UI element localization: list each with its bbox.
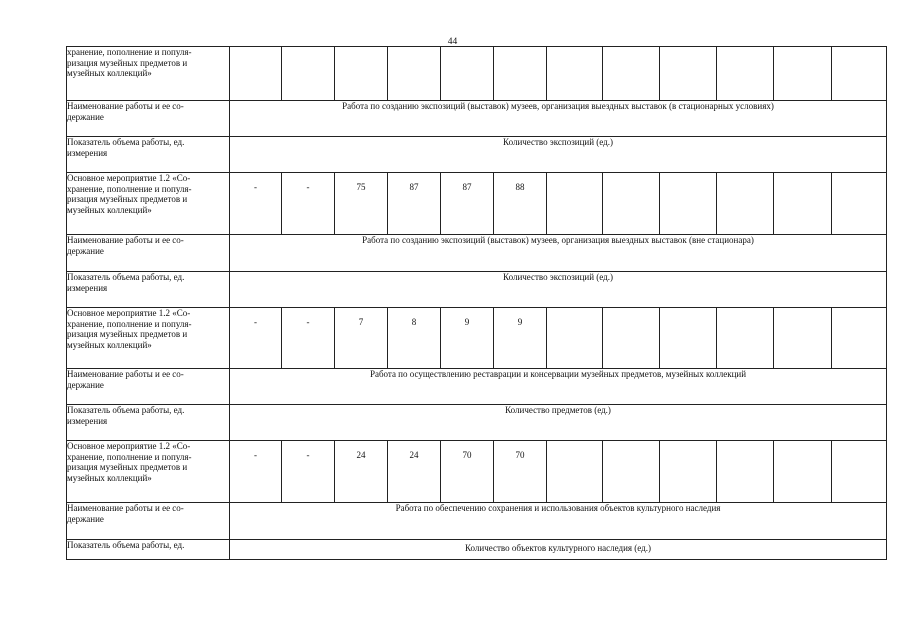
indicator-cell: Количество объектов культурного наследия (ед.) (230, 540, 887, 560)
value-cell: - (230, 173, 282, 235)
row-label: Основное мероприятие 1.2 «Со- хранение, пополнение и популя- ризация музейных предметов и музейных коллекций» (67, 173, 230, 235)
value-cell: 8 (388, 308, 441, 369)
table-row (67, 47, 887, 101)
value-cell (494, 47, 547, 101)
value-cell (717, 173, 774, 235)
table-row (67, 503, 887, 540)
value-cell (547, 47, 603, 101)
value-cell: 24 (388, 441, 441, 503)
value-cell (832, 308, 887, 369)
value-cell (774, 308, 832, 369)
row-label: Наименование работы и ее со- держание (67, 369, 230, 405)
row-label: Показатель объема работы, ед. (67, 540, 230, 560)
value-cell (388, 47, 441, 101)
value-cell (335, 47, 388, 101)
work-name-cell: Работа по обеспечению сохранения и использования объектов культурного наследия (230, 503, 887, 540)
value-cell (717, 47, 774, 101)
work-name-cell: Работа по созданию экспозиций (выставок) музеев, организация выездных выставок (вне стационара) (230, 235, 887, 272)
value-cell: 87 (388, 173, 441, 235)
value-cell (547, 173, 603, 235)
table-row (67, 137, 887, 173)
value-cell: 9 (494, 308, 547, 369)
value-cell (660, 173, 717, 235)
indicator-cell: Количество экспозиций (ед.) (230, 137, 887, 173)
value-cell: 70 (494, 441, 547, 503)
value-cell (660, 308, 717, 369)
value-cell (832, 47, 887, 101)
row-label: Наименование работы и ее со- держание (67, 503, 230, 540)
value-cell (774, 173, 832, 235)
value-cell (717, 441, 774, 503)
value-cell (230, 47, 282, 101)
value-cell: - (230, 441, 282, 503)
row-label: Основное мероприятие 1.2 «Со- хранение, пополнение и популя- ризация музейных предметов и музейных коллекций» (67, 308, 230, 369)
row-label: хранение, пополнение и популя- ризация музейных предметов и музейных коллекций» (67, 47, 230, 101)
table-row (67, 369, 887, 405)
value-cell: 88 (494, 173, 547, 235)
value-cell: 24 (335, 441, 388, 503)
value-cell: 70 (441, 441, 494, 503)
row-label: Показатель объема работы, ед. измерения (67, 272, 230, 308)
value-cell (547, 441, 603, 503)
value-cell (603, 173, 660, 235)
value-cell: - (282, 308, 335, 369)
row-label: Показатель объема работы, ед. измерения (67, 137, 230, 173)
table-row (67, 441, 887, 503)
value-cell (282, 47, 335, 101)
value-cell: 7 (335, 308, 388, 369)
table-row (67, 173, 887, 235)
value-cell (832, 441, 887, 503)
value-cell (603, 47, 660, 101)
value-cell (603, 441, 660, 503)
table-row (67, 405, 887, 441)
row-label: Основное мероприятие 1.2 «Со- хранение, пополнение и популя- ризация музейных предметов и музейных коллекций» (67, 441, 230, 503)
value-cell: - (282, 441, 335, 503)
table-row (67, 235, 887, 272)
value-cell: 9 (441, 308, 494, 369)
indicator-cell: Количество предметов (ед.) (230, 405, 887, 441)
value-cell: 75 (335, 173, 388, 235)
value-cell (441, 47, 494, 101)
table-row (67, 272, 887, 308)
value-cell (547, 308, 603, 369)
value-cell (603, 308, 660, 369)
work-name-cell: Работа по осуществлению реставрации и консервации музейных предметов, музейных коллекций (230, 369, 887, 405)
work-name-cell: Работа по созданию экспозиций (выставок) музеев, организация выездных выставок (в стационарных условиях) (230, 101, 887, 137)
table-row (67, 101, 887, 137)
value-cell (717, 308, 774, 369)
value-cell (774, 441, 832, 503)
page-number: 44 (447, 37, 458, 47)
value-cell (660, 47, 717, 101)
indicator-cell: Количество экспозиций (ед.) (230, 272, 887, 308)
value-cell: - (230, 308, 282, 369)
report-table (66, 46, 887, 560)
value-cell (832, 173, 887, 235)
table-row (67, 540, 887, 560)
value-cell: 87 (441, 173, 494, 235)
value-cell (660, 441, 717, 503)
value-cell (774, 47, 832, 101)
row-label: Показатель объема работы, ед. измерения (67, 405, 230, 441)
value-cell: - (282, 173, 335, 235)
row-label: Наименование работы и ее со- держание (67, 101, 230, 137)
row-label: Наименование работы и ее со- держание (67, 235, 230, 272)
table-row (67, 308, 887, 369)
